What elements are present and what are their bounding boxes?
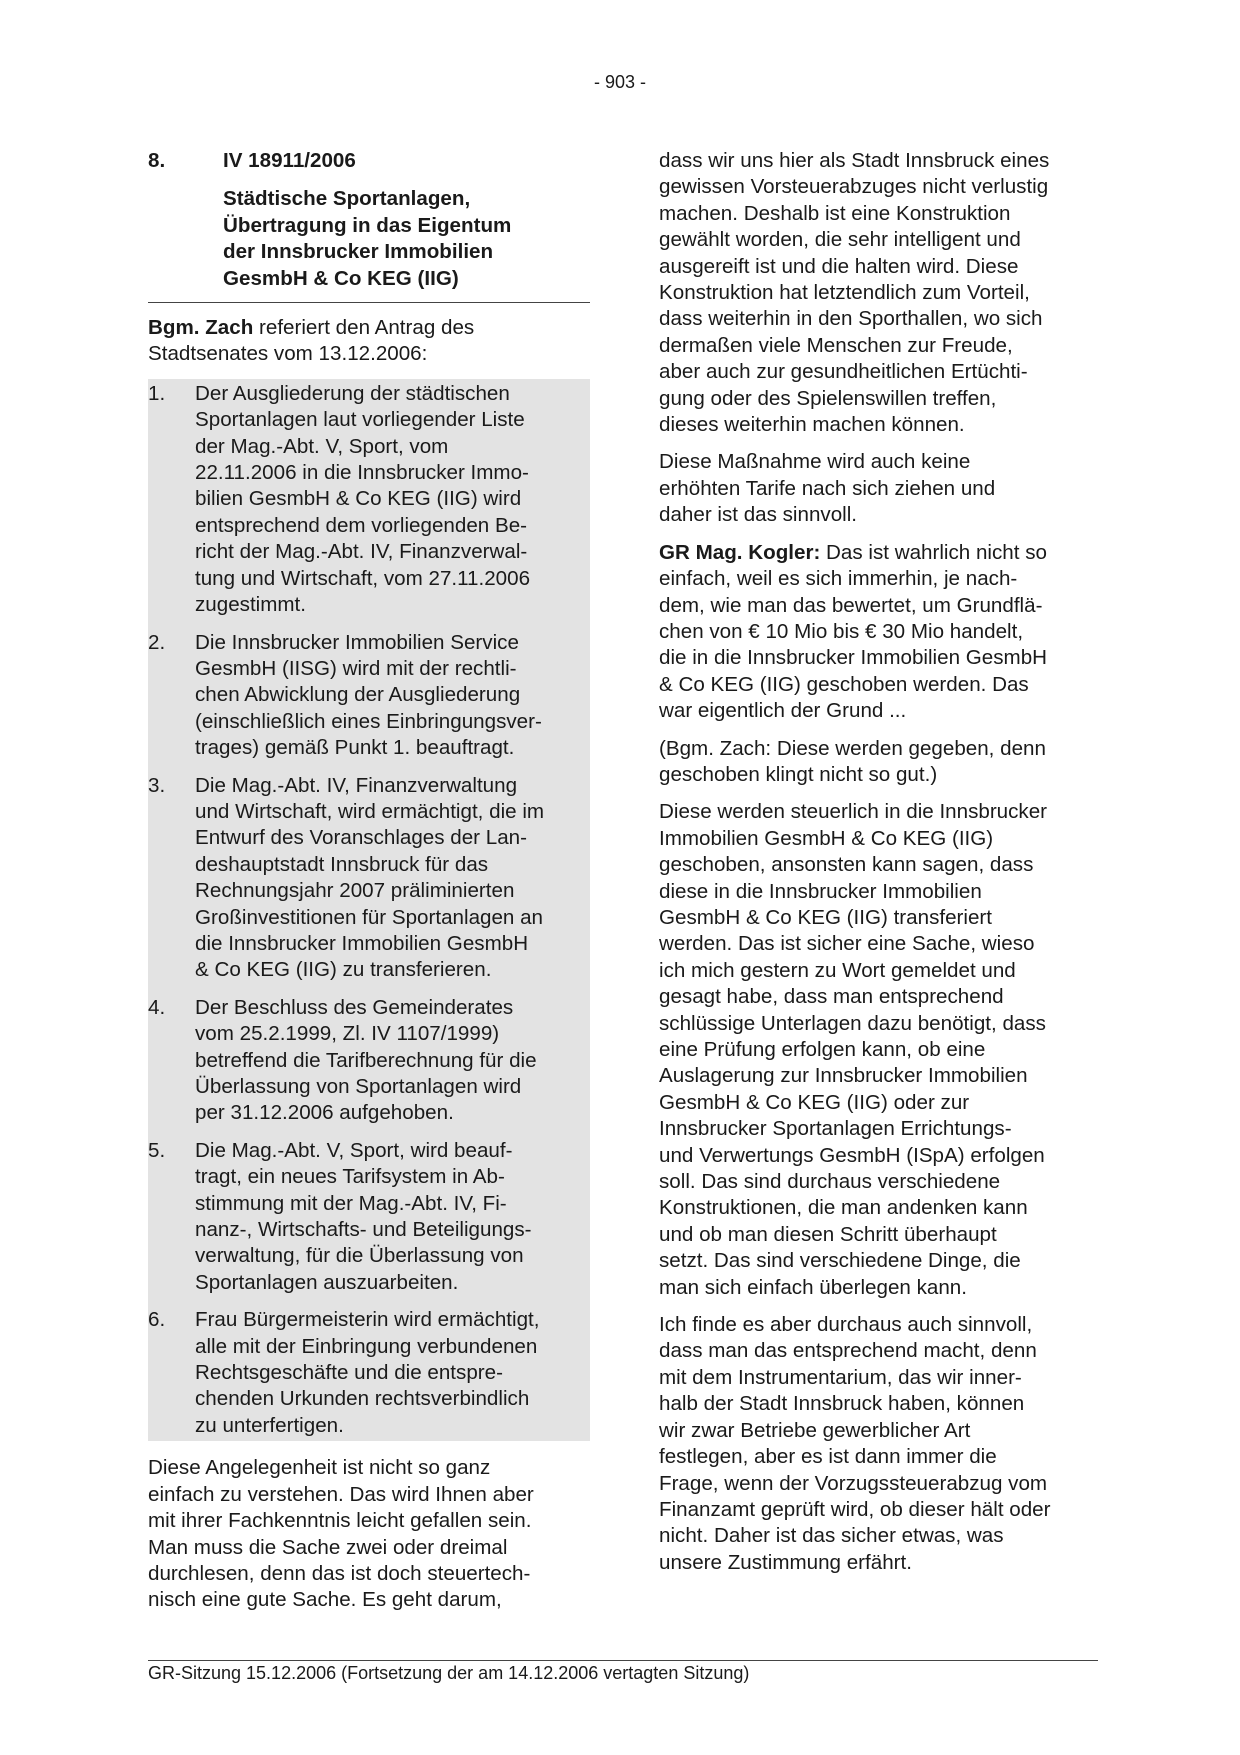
- footer-text: GR-Sitzung 15.12.2006 (Fortsetzung der am 14.12.2006 vertagten Sitzung): [148, 1663, 750, 1683]
- agenda-heading: [148, 148, 590, 292]
- motion-item-text: Die Innsbrucker Immobilien Service GesmbH (IISG) wird mit der rechtli- chen Abwicklung der Ausgliederung (einschließlich eines Einbringungsver- trages) gemäß Punkt 1. beauftragt.: [195, 630, 542, 760]
- motion-item: [148, 1307, 586, 1439]
- motion-item: [148, 773, 586, 984]
- paragraph-1: dass wir uns hier als Stadt Innsbruck eines gewissen Vorsteuerabzuges nicht verlustig machen. Deshalb ist eine Konstruktion gewählt worden, die sehr intelligent und ausgereift ist und die halten wird. Diese Konstruktion hat letztendlich zum Vorteil, dass weiterhin in den Sporthallen, wo sich dermaßen viele Menschen zur Freude, aber auch zur gesundheitlichen Ertüchti- gung oder des Spielenswillen treffen, dieses weiterhin machen können.: [659, 149, 1050, 437]
- motion-item-number: 6.: [148, 1308, 166, 1332]
- motion-item: [148, 995, 586, 1127]
- agenda-number: 8.: [148, 149, 166, 172]
- motion-item-text: Der Ausgliederung der städtischen Sportanlagen laut vorliegender Liste der Mag.-Abt. V, Sport, vom 22.11.2006 in die Innsbrucker Immo- bilien GesmbH & Co KEG (IIG) wird entsprechend dem vorliegenden Be- richt der Mag.-Abt. IV, Finanzverwal- tung und Wirtschaft, vom 27.11.2006 zugestimmt.: [195, 381, 531, 617]
- paragraph-6: Ich finde es aber durchaus auch sinnvoll, dass man das entsprechend macht, denn mit dem Instrumentarium, das wir inner- halb der Stadt Innsbruck haben, können wir zwar Betriebe gewerblicher Art festlegen, aber es ist dann immer die Frage, wenn der Vorzugssteuerabzug vom Finanzamt geprüft wird, ob dieser hält oder nicht. Daher ist das sicher etwas, was unsere Zustimmung erfährt.: [659, 1313, 1051, 1574]
- paragraph-2: Diese Maßnahme wird auch keine erhöhten Tarife nach sich ziehen und daher ist das sinnvoll.: [659, 450, 996, 527]
- paragraph-3: GR Mag. Kogler: Das ist wahrlich nicht so einfach, weil es sich immerhin, je nach- dem, wie man das bewertet, um Grundflä- chen von € 10 Mio bis € 30 Mio handelt, die in die Innsbrucker Immobilien GesmbH & Co KEG (IIG) geschoben werden. Das war eigentlich der Grund ...: [659, 540, 1048, 723]
- agenda-code: IV 18911/2006: [223, 149, 356, 172]
- agenda-title: Städtische Sportanlagen, Übertragung in das Eigentum der Innsbrucker Immobilien GesmbH & Co KEG (IIG): [223, 187, 512, 290]
- motion-item-text: Die Mag.-Abt. IV, Finanzverwaltung und Wirtschaft, wird ermächtigt, die im Entwurf des Voranschlages der Lan- deshauptstadt Innsbruck für das Rechnungsjahr 2007 präliminierten Großinvestitionen für Sportanlagen an die Innsbrucker Immobilien GesmbH & Co KEG (IIG) zu transferieren.: [195, 773, 545, 982]
- heading-divider: [148, 302, 590, 303]
- footer-divider: [148, 1660, 1098, 1661]
- motion-item: [148, 1138, 586, 1296]
- motion-list: [148, 379, 590, 1441]
- motion-item-number: 2.: [148, 630, 166, 654]
- motion-item-number: 3.: [148, 773, 166, 797]
- speaker-name: Bgm. Zach: [148, 316, 254, 340]
- left-column: [148, 148, 590, 1625]
- intro-paragraph: Bgm. Zach referiert den Antrag des Stadtsenates vom 13.12.2006:: [148, 316, 475, 366]
- motion-item-text: Der Beschluss des Gemeinderates vom 25.2.1999, Zl. IV 1107/1999) betreffend die Tarifberechnung für die Überlassung von Sportanlagen wird per 31.12.2006 aufgehoben.: [195, 995, 537, 1125]
- motion-item-number: 1.: [148, 381, 166, 405]
- right-column: [659, 148, 1099, 1587]
- motion-item: [148, 381, 586, 619]
- motion-item-number: 5.: [148, 1138, 166, 1162]
- paragraph-5: Diese werden steuerlich in die Innsbrucker Immobilien GesmbH & Co KEG (IIG) geschoben, ansonsten kann sagen, dass diese in die Innsbrucker Immobilien GesmbH & Co KEG (IIG) transferiert werden. Das ist sicher eine Sache, wieso ich mich gestern zu Wort gemeldet und gesagt habe, dass man entsprechend schlüssige Unterlagen dazu benötigt, dass eine Prüfung erfolgen kann, ob eine Auslagerung zur Innsbrucker Immobilien GesmbH & Co KEG (IIG) oder zur Innsbrucker Sportanlagen Errichtungs- und Verwertungs GesmbH (ISpA) erfolgen soll. Das sind durchaus verschiedene Konstruktionen, die man andenken kann und ob man diesen Schritt überhaupt setzt. Das sind verschiedene Dinge, die man sich einfach überlegen kann.: [659, 800, 1048, 1299]
- speaker-name: GR Mag. Kogler:: [659, 540, 821, 564]
- page-number: - 903 -: [593, 72, 647, 92]
- motion-item-number: 4.: [148, 995, 166, 1019]
- motion-item-text: Die Mag.-Abt. V, Sport, wird beauf- tragt, ein neues Tarifsystem in Ab- stimmung mit der Mag.-Abt. IV, Fi- nanz-, Wirtschafts- und Beteiligungs- verwaltung, für die Überlassung von Sportanlagen auszuarbeiten.: [195, 1138, 532, 1294]
- left-closing-paragraph: Diese Angelegenheit ist nicht so ganz einfach zu verstehen. Das wird Ihnen aber mit ihrer Fachkenntnis leicht gefallen sein. Man muss die Sache zwei oder dreimal durchlesen, denn das ist doch steuertech- nisch eine gute Sache. Es geht darum,: [148, 1456, 534, 1612]
- motion-item-text: Frau Bürgermeisterin wird ermächtigt, alle mit der Einbringung verbundenen Rechtsgeschäfte und die entspre- chenden Urkunden rechtsverbindlich zu unterfertigen.: [195, 1308, 540, 1437]
- paragraph-4: (Bgm. Zach: Diese werden gegeben, denn geschoben klingt nicht so gut.): [659, 736, 1046, 786]
- motion-item: [148, 630, 586, 762]
